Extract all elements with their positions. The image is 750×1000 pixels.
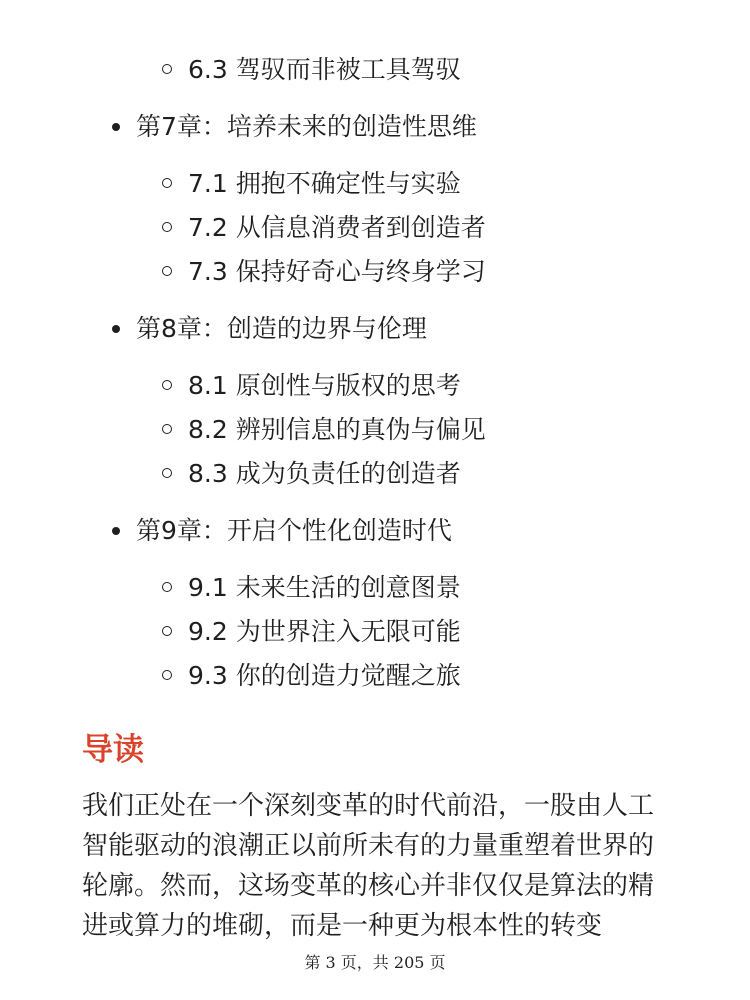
hollow-bullet-icon [162, 266, 172, 276]
hollow-bullet-icon [162, 64, 172, 74]
paragraph-line: 我们正处在一个深刻变革的时代前沿，一股由人工 [82, 791, 655, 821]
paragraph-line: 轮廓。然而，这场变革的核心并非仅仅是算法的精 [82, 871, 655, 901]
toc-item-text: 7.2 从信息消费者到创造者 [188, 213, 486, 242]
toc-item-text: 8.1 原创性与版权的思考 [188, 371, 461, 400]
hollow-bullet-icon [162, 582, 172, 592]
toc-item-text: 9.3 你的创造力觉醒之旅 [188, 661, 461, 690]
hollow-bullet-icon [162, 626, 172, 636]
paragraph-line: 进或算力的堆砌，而是一种更为根本性的转变 [82, 911, 603, 941]
section-heading: 导读 [82, 732, 144, 768]
paragraph-line: 智能驱动的浪潮正以前所未有的力量重塑着世界的 [82, 831, 655, 861]
toc-item-text: 7.3 保持好奇心与终身学习 [188, 257, 486, 286]
hollow-bullet-icon [162, 468, 172, 478]
hollow-bullet-icon [162, 380, 172, 390]
hollow-bullet-icon [162, 178, 172, 188]
filled-bullet-icon [112, 527, 120, 535]
toc-item-text: 8.2 辨别信息的真伪与偏见 [188, 415, 486, 444]
hollow-bullet-icon [162, 424, 172, 434]
filled-bullet-icon [112, 123, 120, 131]
toc-item-text: 第8章：创造的边界与伦理 [136, 314, 427, 343]
body-paragraph [82, 786, 682, 946]
hollow-bullet-icon [162, 670, 172, 680]
toc-item-text: 6.3 驾驭而非被工具驾驭 [188, 55, 461, 84]
page-number-footer: 第 3 页，共 205 页 [304, 953, 446, 972]
toc-item-text: 7.1 拥抱不确定性与实验 [188, 169, 461, 198]
toc-item-text: 8.3 成为负责任的创造者 [188, 459, 461, 488]
toc-item-text: 9.1 未来生活的创意图景 [188, 573, 461, 602]
hollow-bullet-icon [162, 222, 172, 232]
filled-bullet-icon [112, 325, 120, 333]
toc-item-text: 第7章：培养未来的创造性思维 [136, 112, 477, 141]
toc-item-text: 9.2 为世界注入无限可能 [188, 617, 461, 646]
toc-item-text: 第9章：开启个性化创造时代 [136, 516, 452, 545]
